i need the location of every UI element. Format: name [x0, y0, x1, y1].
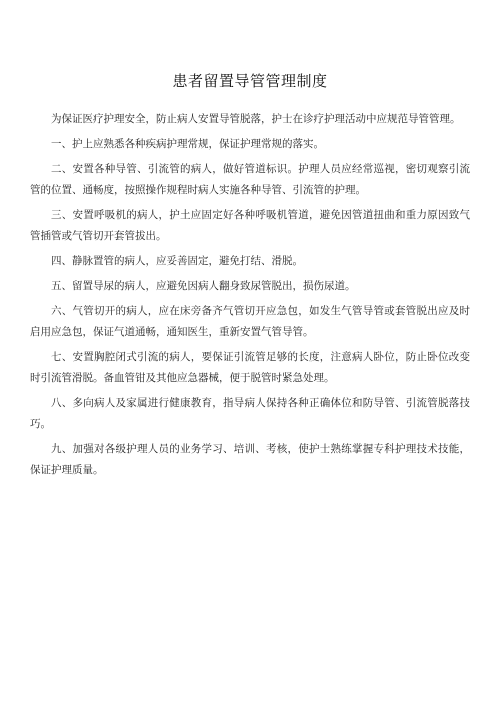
- rule-paragraph-7: 七、安置胸腔闭式引流的病人，要保证引流管足够的长度，注意病人卧位，防止卧位改变时引流管滑脱。备血管钳及其他应急器械，便于脱管时紧急处理。: [30, 351, 470, 384]
- rule-paragraph-3: 三、安置呼吸机的病人，护土应固定好各种呼吸机管道，避免因管道扭曲和重力原因致气管插管或气管切开套管拔出。: [30, 209, 470, 242]
- rule-paragraph-6: 六、气管切开的病人，应在床旁备齐气管切开应急包，如发生气管导管或套管脱出应及时启用应急包，保证气道通畅，通知医生，重新安置气管导管。: [30, 305, 470, 338]
- rule-paragraph-8: 八、多向病人及家属进行健康教育，指导病人保持各种正确体位和防导管、引流管脱落技巧。: [30, 397, 470, 430]
- rule-paragraph-2: 二、安置各种导管、引流管的病人，做好管道标识。护理人员应经常巡视，密切观察引流管的位置、通畅度，按照操作规程时病人实施各种导管、引流管的护理。: [30, 163, 470, 196]
- rule-paragraph-4: 四、静脉置管的病人，应妥善固定，避免打结、滑脱。: [51, 255, 303, 267]
- rule-paragraph-1: 一、护上应熟悉各种疾病护理常规，保证护理常规的落实。: [51, 138, 324, 150]
- rule-paragraph-5: 五、留置导尿的病人，应避免因病人翻身致尿管脱出，损伤尿道。: [51, 280, 356, 292]
- intro-paragraph: 为保证医疗护理安全，防止病人安置导管脱落，护士在诊疗护理活动中应规范导管管理。: [51, 113, 461, 125]
- document-title: 患者留置导管管理制度: [172, 72, 328, 90]
- rule-paragraph-9: 九、加强对各级护理人员的业务学习、培训、考核，使护士熟练掌握专科护理技术技能，保证护理质量。: [30, 443, 470, 476]
